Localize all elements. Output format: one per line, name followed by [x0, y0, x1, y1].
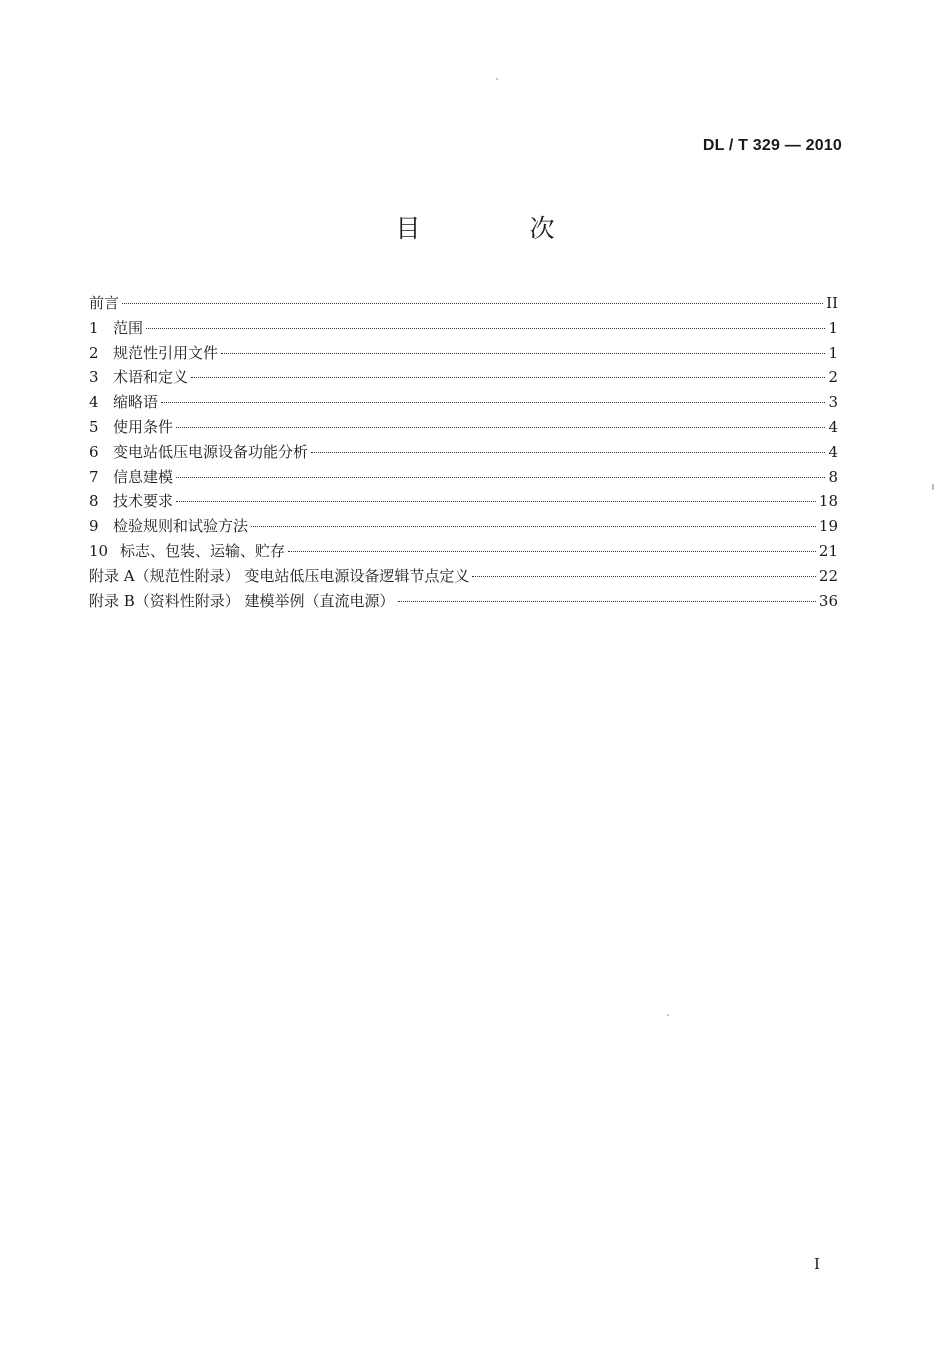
toc-entry-page: II	[826, 294, 838, 312]
toc-entry-text: 前言	[89, 294, 120, 312]
toc-entry-3[interactable]	[89, 365, 838, 390]
toc-entry-appendix-b[interactable]	[89, 589, 838, 614]
toc-entry-text: 术语和定义	[113, 368, 189, 387]
toc-leader-dots	[176, 501, 816, 502]
toc-leader-dots	[146, 328, 825, 329]
toc-entry-appendix-a[interactable]	[89, 564, 838, 589]
scan-speck	[667, 1014, 669, 1016]
toc-entry-text: 附录 A（规范性附录） 变电站低压电源设备逻辑节点定义	[89, 566, 470, 585]
toc-entry-9[interactable]	[89, 514, 838, 539]
toc-entry-text: 信息建模	[113, 467, 174, 486]
toc-entry-number: 9	[89, 517, 99, 536]
page-number: I	[814, 1255, 820, 1273]
toc-entry-1[interactable]	[89, 316, 838, 341]
toc-entry-page: 36	[818, 591, 838, 610]
toc-entry-page: 19	[818, 517, 838, 536]
toc-leader-dots	[176, 477, 825, 478]
toc-entry-text: 范围	[113, 318, 144, 337]
toc-leader-dots	[251, 526, 816, 527]
toc-entry-number: 6	[89, 442, 99, 461]
toc-entry-number: 2	[89, 343, 99, 362]
toc-leader-dots	[176, 427, 825, 428]
scan-speck	[496, 78, 498, 80]
toc-entry-page: 8	[828, 467, 838, 486]
standard-code: DL / T 329 — 2010	[702, 137, 842, 154]
toc-entry-text: 附录 B（资料性附录） 建模举例（直流电源）	[89, 591, 395, 610]
toc-entry-text: 缩略语	[113, 393, 159, 412]
toc-entry-text: 规范性引用文件	[113, 343, 219, 362]
toc-leader-dots	[221, 353, 825, 354]
toc-entry-text: 检验规则和试验方法	[113, 517, 249, 536]
toc-leader-dots	[161, 402, 825, 403]
toc-entry-number: 5	[89, 417, 99, 436]
toc-entry-4[interactable]	[89, 390, 838, 415]
toc-leader-dots	[191, 377, 825, 378]
toc-entry-text: 变电站低压电源设备功能分析	[113, 442, 309, 461]
toc-entry-10[interactable]	[89, 539, 838, 564]
toc-entry-8[interactable]	[89, 489, 838, 514]
toc-entry-text: 技术要求	[113, 492, 174, 511]
toc-leader-dots	[122, 303, 823, 304]
toc-entry-5[interactable]	[89, 415, 838, 440]
toc-entry-7[interactable]	[89, 465, 838, 490]
toc-entry-number: 1	[89, 318, 99, 337]
scan-speck	[932, 484, 934, 490]
toc-entry-page: 21	[818, 541, 838, 560]
toc-entry-page: 1	[828, 318, 838, 337]
toc-leader-dots	[288, 551, 816, 552]
toc-entry-page: 1	[828, 343, 838, 362]
toc-title: 目 次	[395, 214, 597, 243]
toc-entry-page: 18	[818, 492, 838, 511]
toc-entry-page: 2	[828, 368, 838, 387]
toc-entry-page: 4	[828, 442, 838, 461]
toc-entry-number: 8	[89, 492, 99, 511]
toc-entry-page: 4	[828, 417, 838, 436]
toc-entry-2[interactable]	[89, 341, 838, 366]
toc-leader-dots	[398, 601, 816, 602]
toc-entry-text: 使用条件	[113, 417, 174, 436]
toc-entry-6[interactable]	[89, 440, 838, 465]
toc-entry-number: 3	[89, 368, 99, 387]
toc-entry-page: 22	[818, 566, 838, 585]
toc-list	[89, 291, 838, 613]
toc-entry-page: 3	[828, 393, 838, 412]
toc-entry-number: 4	[89, 393, 99, 412]
toc-entry-number: 10	[89, 541, 109, 560]
toc-leader-dots	[472, 576, 816, 577]
toc-entry-number: 7	[89, 467, 99, 486]
toc-entry-foreword[interactable]	[89, 291, 838, 316]
toc-leader-dots	[311, 452, 825, 453]
toc-entry-text: 标志、包装、运输、贮存	[120, 541, 286, 560]
